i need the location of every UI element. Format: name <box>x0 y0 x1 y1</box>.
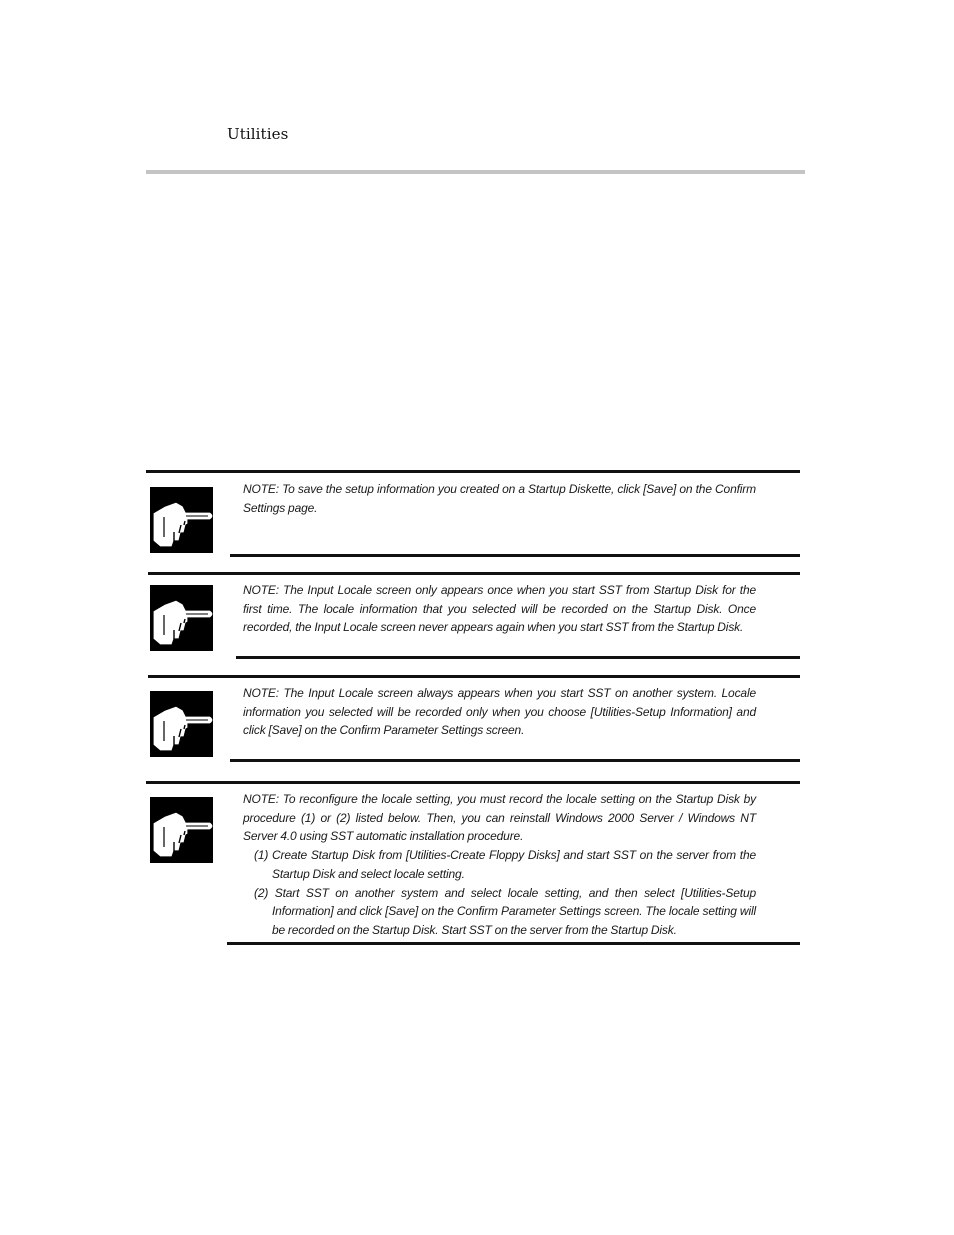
running-head: Utilities <box>227 125 289 143</box>
note-text: NOTE: The Input Locale screen only appears once when you start SST from Startup Disk for the first time. The locale information that you selected will be recorded on the Startup Disk. Once recorded, the Input Locale screen never appears again when you start SST from the Startup Disk. <box>243 583 756 635</box>
note-top-rule <box>146 470 800 473</box>
note-top-rule <box>148 572 800 575</box>
procedure-step-1: (1) Create Startup Disk from [Utilities-Create Floppy Disks] and start SST on the server from the Startup Disk and select locale setting. <box>254 848 756 881</box>
note-bottom-rule <box>227 942 800 945</box>
procedure-step-2: (2) Start SST on another system and select locale setting, and then select [Utilities-Setup Information] and click [Save] on the Confirm Parameter Settings screen. The locale setting will be recorded on the Startup Disk. Start SST on the server from the Startup Disk. <box>254 885 756 937</box>
note-top-rule <box>148 675 800 678</box>
note-text: NOTE: To save the setup information you created on a Startup Diskette, click [Save] on the Confirm Settings page. <box>243 482 756 515</box>
pointing-hand-icon <box>150 487 213 553</box>
pointing-hand-icon <box>150 691 213 757</box>
note-lead-text: NOTE: To reconfigure the locale setting, you must record the locale setting on the Startup Disk by procedure (1) or (2) listed below. Then, you can reinstall Windows 2000 Server / Windows NT Server 4.0 using SST automatic installation procedure. <box>243 792 756 844</box>
note-top-rule <box>146 781 800 784</box>
pointing-hand-icon <box>150 585 213 651</box>
note-bottom-rule <box>236 656 800 659</box>
note-bottom-rule <box>230 759 800 762</box>
note-text <box>243 790 756 940</box>
header-rule <box>146 170 805 174</box>
pointing-hand-icon <box>150 797 213 863</box>
note-bottom-rule <box>230 554 800 557</box>
note-text: NOTE: The Input Locale screen always appears when you start SST on another system. Locale information you selected will be recorded only when you choose [Utilities-Setup Information] and click [Save] on the Confirm Parameter Settings screen. <box>243 686 756 738</box>
